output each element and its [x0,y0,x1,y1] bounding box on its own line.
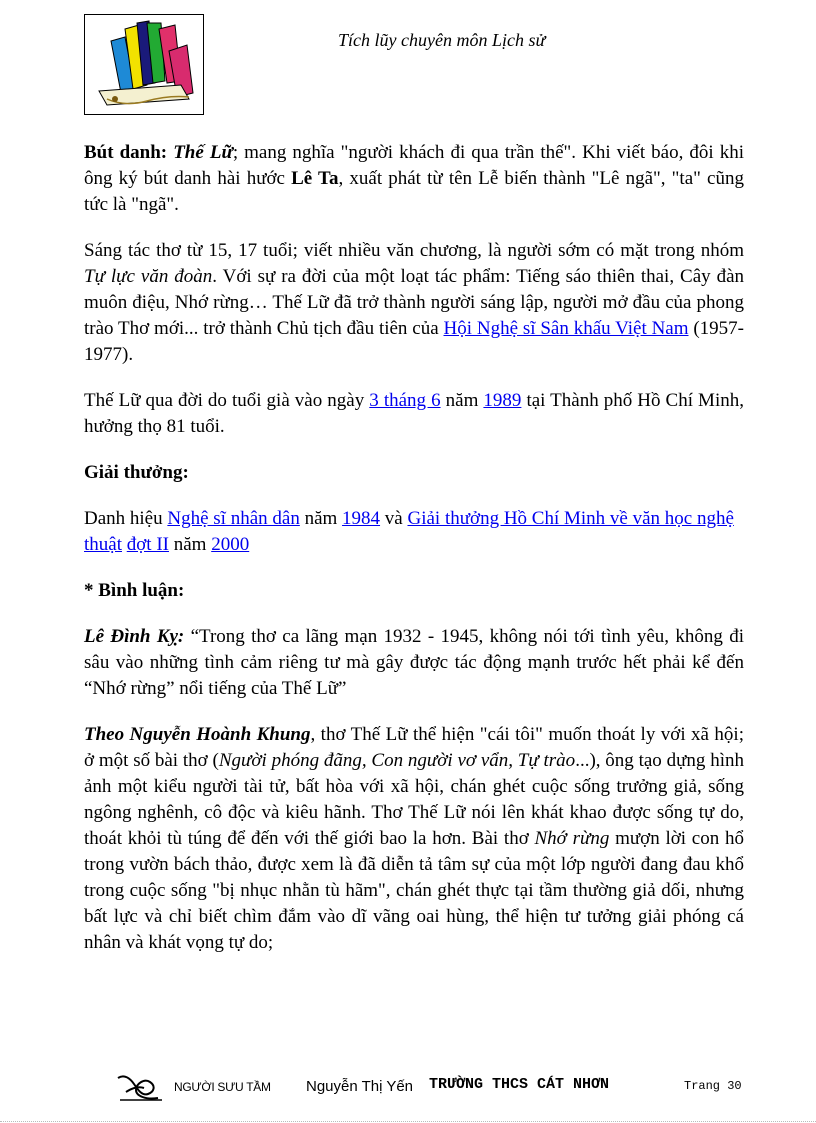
poem-title: Nhớ rừng [534,828,610,849]
paragraph-pen-name [84,140,744,218]
text: Danh hiệu [84,508,168,529]
bottom-divider [0,1121,816,1122]
page-footer [0,1070,816,1110]
text: , xuất phát từ tên Lễ biến thành "Lê ngã", "ta" cũng tức là "ngã". [84,168,744,215]
text: . Với sự ra đời của một loạt tác phẩm: Tiếng sáo thiên thai, Cây đàn muôn điệu, Nhớ rừng… Thế Lữ đã trở thành người sáng lập, người mở đầu của phong trào Thơ mới... trở thành Chủ tịch đầu tiên của [84,266,744,339]
text: (1957-1977). [84,318,745,365]
link-giai-thuong[interactable]: Giải thưởng Hồ Chí Minh về văn học nghệ thuật [84,508,734,555]
text: tại Thành phố Hồ Chí Minh, hưởng thọ 81 tuổi. [84,390,744,437]
link-hoi-nghe-si[interactable]: Hội Nghệ sĩ Sân khấu Việt Nam [443,318,689,339]
paragraph-death [84,388,744,440]
page-number: Trang 30 [684,1079,742,1093]
awards-heading: Giải thưởng: [84,462,189,483]
signature-icon [116,1070,166,1104]
footer-author: Nguyễn Thị Yến [306,1078,414,1095]
document-body [84,140,744,956]
header-logo [84,14,204,115]
link-year-2000[interactable]: 2000 [211,534,250,555]
poem-list: Người phóng đãng, Con người vơ vẩn, Tự trào [218,750,576,771]
link-nghe-si-nhan-dan[interactable]: Nghệ sĩ nhân dân [167,508,300,529]
books-icon [85,15,203,114]
text: và [380,508,408,529]
paragraph-awards [84,506,744,558]
link-date[interactable]: 3 tháng 6 [369,390,441,411]
commentator: Theo Nguyễn Hoành Khung [84,724,311,745]
text: ...), ông tạo dựng hình ảnh một kiểu người tài tử, bất hòa với xã hội, chán ghét cuộc sống trưởng giả, sống ngông nghênh, cô độc và kiêu hãnh. Thơ Thế Lữ nói lên khát khao được sống tự do, thoát khỏi tù túng để đến với thế giới bao la hơn. Bài thơ [84,750,744,849]
text: Thế Lữ qua đời do tuổi già vào ngày [84,390,370,411]
quote: “Trong thơ ca lãng mạn 1932 - 1945, không nói tới tình yêu, không đi sâu vào những tình cảm riêng tư mà gây được tác động mạnh trước hết phải kể đến “Nhớ rừng” nổi tiếng của Thế Lữ” [84,626,744,699]
text: , thơ Thế Lữ thể hiện "cái tôi" muốn thoát ly với xã hội; ở một số bài thơ ( [84,724,744,771]
collector-label: NGƯỜI SƯU TẦM [174,1080,271,1094]
paragraph-nguyen-hoanh-khung [84,722,744,956]
text: năm [440,390,484,411]
pen-name: Thế Lữ [173,142,233,163]
link-year-1984[interactable]: 1984 [342,508,381,529]
alias: Lê Ta [291,168,339,189]
paragraph-career [84,238,744,368]
pen-name-label: Bút danh: [84,142,168,163]
text: Sáng tác thơ từ 15, 17 tuổi; viết nhiều văn chương, là người sớm có mặt trong nhóm [84,240,744,261]
link-year[interactable]: 1989 [483,390,522,411]
text: ; mang nghĩa "người khách đi qua trần thế". Khi viết báo, đôi khi ông ký bút danh hài hước [84,142,744,189]
paragraph-le-dinh-ky [84,624,744,702]
text: mượn lời con hổ trong vườn bách thảo, được xem là đã diễn tả tâm sự của một lớp người đang đau khổ trong cuộc sống "bị nhục nhằn tù hãm", chán ghét thực tại tầm thường giả dối, nhưng bất lực và chỉ biết chìm đắm vào dĩ vãng oai hùng, thể hiện tư tưởng giải phóng cá nhân và khát vọng tự do; [84,828,744,953]
commentator: Lê Đình Kỵ: [84,626,185,647]
text: năm [168,534,212,555]
page-header-title: Tích lũy chuyên môn Lịch sử [338,30,546,50]
link-dot-ii[interactable]: đợt II [126,534,169,555]
text: năm [299,508,343,529]
group-name: Tự lực văn đoàn [84,266,213,287]
footer-school: TRƯỜNG THCS CÁT NHƠN [429,1076,610,1093]
comment-heading: * Bình luận: [84,580,185,601]
